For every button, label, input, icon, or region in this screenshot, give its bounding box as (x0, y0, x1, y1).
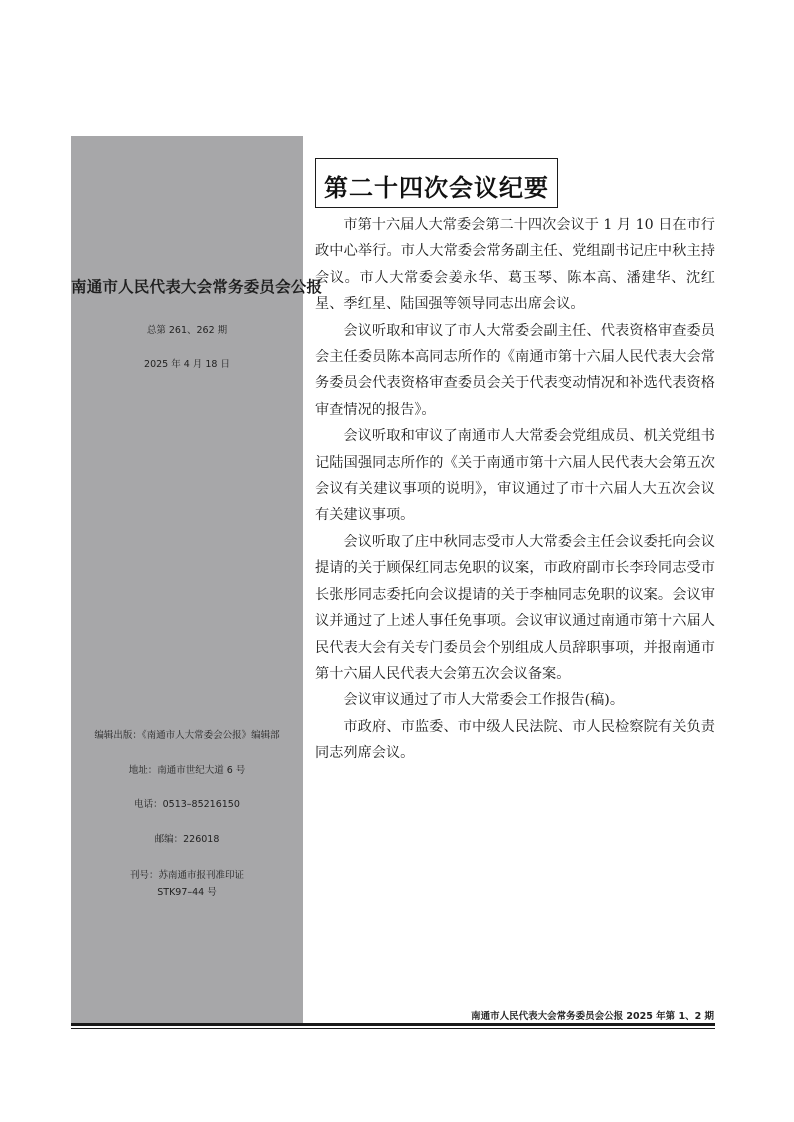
phone-info: 电话：0513–85216150 (134, 799, 240, 810)
running-footer: 南通市人民代表大会常务委员会公报 2025 年第 1、2 期 (471, 1011, 714, 1022)
article-title: 第二十四次会议纪要 (324, 174, 549, 202)
paragraph: 会议听取和审议了市人大常委会副主任、代表资格审查委员会主任委员陈本高同志所作的《南通市第十六届人民代表大会常务委员会代表资格审查委员会关于代表变动情况和补选代表资格审查情况的报告》。 (315, 322, 715, 418)
article-body (315, 212, 715, 767)
paragraph: 会议听取和审议了南通市人大常委会党组成员、机关党组书记陆国强同志所作的《关于南通市第十六届人民代表大会第五次会议有关建议事项的说明》，审议通过了市十六届人大五次会议有关建议事项。 (315, 428, 715, 524)
article-title-box (315, 158, 558, 208)
permit-line-2: STK97–44 号 (157, 887, 217, 898)
permit-line-1: 刊号：苏南通市报刊准印证 (129, 870, 244, 881)
footer-rule-thick (71, 1023, 715, 1026)
issue-date: 2025 年 4 月 18 日 (144, 359, 230, 370)
postcode-info: 邮编：226018 (154, 834, 220, 845)
sidebar-panel (71, 136, 323, 1024)
paragraph: 会议听取了庄中秋同志受市人大常委会主任会议委托向会议提请的关于顾保红同志免职的议案，市政府副市长李玲同志受市长张彤同志委托向会议提请的关于李柚同志免职的议案。会议审议并通过了上述人事任免事项。会议审议通过南通市第十六届人民代表大会有关专门委员会个别组成人员辞职事项，并报南通市第十六届人民代表大会第五次会议备案。 (315, 533, 715, 682)
issue-number: 总第 261、262 期 (146, 325, 228, 336)
paragraph: 市第十六届人大常委会第二十四次会议于 1 月 10 日在市行政中心举行。市人大常委会常务副主任、党组副书记庄中秋主持会议。市人大常委会姜永华、葛玉琴、陈本高、潘建华、沈红星、季红星、陆国强等领导同志出席会议。 (315, 217, 715, 313)
paragraph: 会议审议通过了市人大常委会工作报告(稿)。 (343, 692, 625, 709)
address-info: 地址：南通市世纪大道 6 号 (128, 765, 246, 776)
footer-rule-thin (71, 1028, 715, 1029)
publisher-info: 编辑出版：《南通市人大常委会公报》编辑部 (94, 730, 280, 741)
paragraph: 市政府、市监委、市中级人民法院、市人民检察院有关负责同志列席会议。 (315, 718, 715, 762)
publication-title: 南通市人民代表大会常务委员会公报 (71, 278, 323, 296)
